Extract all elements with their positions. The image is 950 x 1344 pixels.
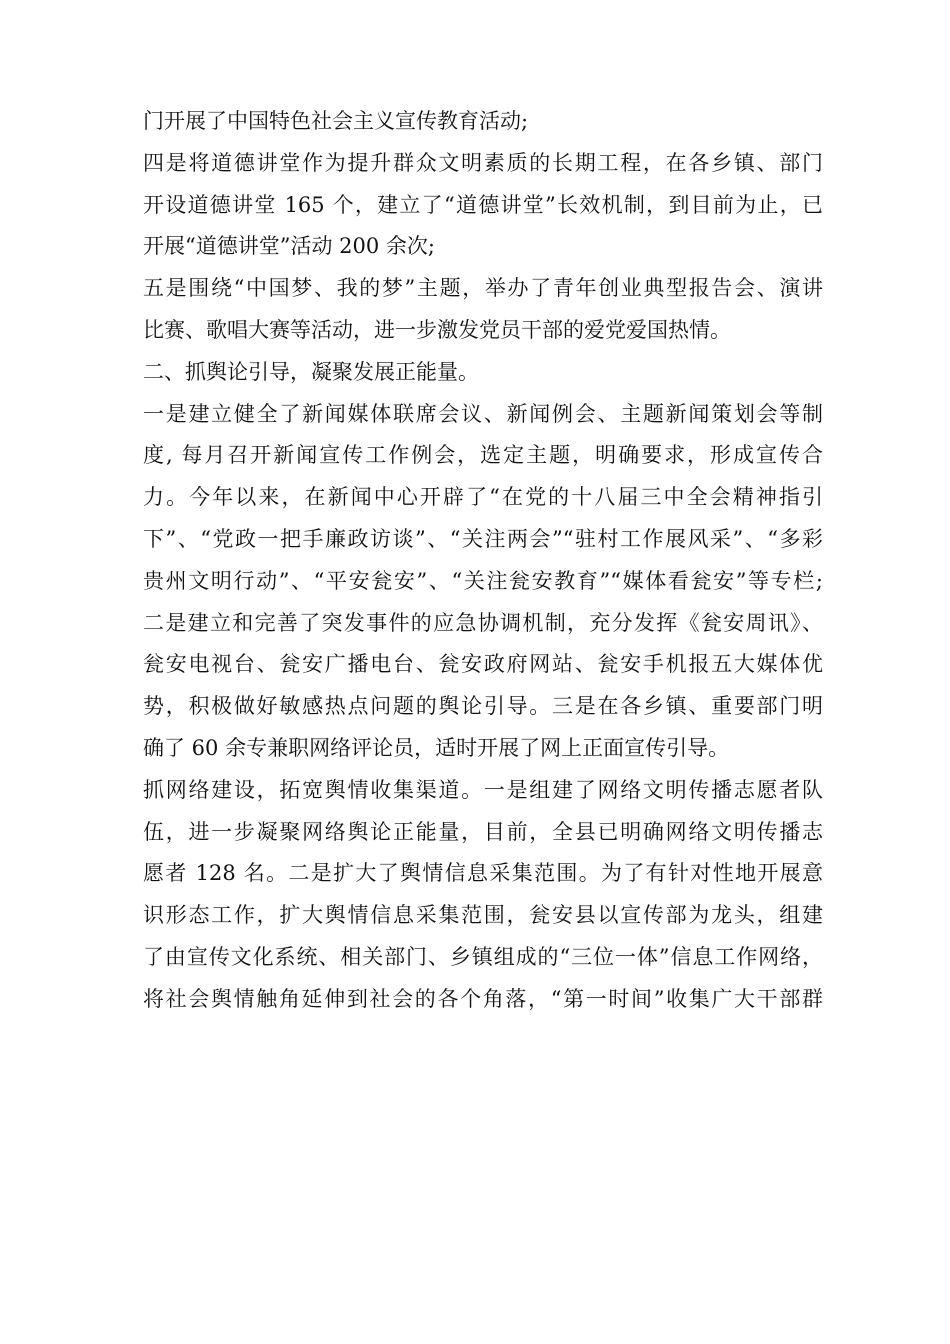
text-line: 二是建立和完善了突发事件的应急协调机制，充分发挥《瓮安周讯》、 xyxy=(143,610,823,635)
text-line: 愿者 128 名。二是扩大了舆情信息采集范围。为了有针对性地开展意 xyxy=(143,861,823,886)
text-line: 四是将道德讲堂作为提升群众文明素质的长期工程，在各乡镇、部门 xyxy=(143,150,823,175)
text-line: 瓮安电视台、瓮安广播电台、瓮安政府网站、瓮安手机报五大媒体优 xyxy=(143,652,823,677)
text-line: 比赛、歌唱大赛等活动，进一步激发党员干部的爱党爱国热情。 xyxy=(143,317,731,342)
section-heading: 二、抓舆论引导，凝聚发展正能量。 xyxy=(143,359,479,384)
text-line: 了由宣传文化系统、相关部门、乡镇组成的“三位一体”信息工作网络， xyxy=(143,944,823,969)
text-line: 抓网络建设，拓宽舆情收集渠道。一是组建了网络文明传播志愿者队 xyxy=(143,777,823,802)
text-line: 下”、“党政一把手廉政访谈”、“关注两会”“驻村工作展风采”、“多彩 xyxy=(143,526,823,551)
text-line: 确了 60 余专兼职网络评论员，适时开展了网上正面宣传引导。 xyxy=(143,735,730,760)
text-line: 将社会舆情触角延伸到社会的各个角落，“第一时间”收集广大干部群 xyxy=(143,986,823,1011)
text-line: 开设道德讲堂 165 个，建立了“道德讲堂”长效机制，到目前为止，已 xyxy=(143,192,823,217)
text-line: 势，积极做好敏感热点问题的舆论引导。三是在各乡镇、重要部门明 xyxy=(143,694,823,719)
text-line: 开展“道德讲堂”活动 200 余次; xyxy=(143,234,435,259)
text-line: 度, 每月召开新闻宣传工作例会，选定主题，明确要求，形成宣传合 xyxy=(143,443,823,468)
text-line: 门开展了中国特色社会主义宣传教育活动; xyxy=(143,109,529,133)
text-line: 五是围绕“中国梦、我的梦”主题，举办了青年创业典型报告会、演讲 xyxy=(143,276,823,301)
text-line: 贵州文明行动”、“平安瓮安”、“关注瓮安教育”“媒体看瓮安”等专栏; xyxy=(143,568,823,593)
text-line: 力。今年以来，在新闻中心开辟了“在党的十八届三中全会精神指引 xyxy=(143,485,823,510)
document-body xyxy=(143,101,823,1021)
text-line: 识形态工作，扩大舆情信息采集范围，瓮安县以宣传部为龙头，组建 xyxy=(143,903,823,928)
text-line: 一是建立健全了新闻媒体联席会议、新闻例会、主题新闻策划会等制 xyxy=(143,401,823,426)
text-line: 伍，进一步凝聚网络舆论正能量，目前，全县已明确网络文明传播志 xyxy=(143,819,823,844)
